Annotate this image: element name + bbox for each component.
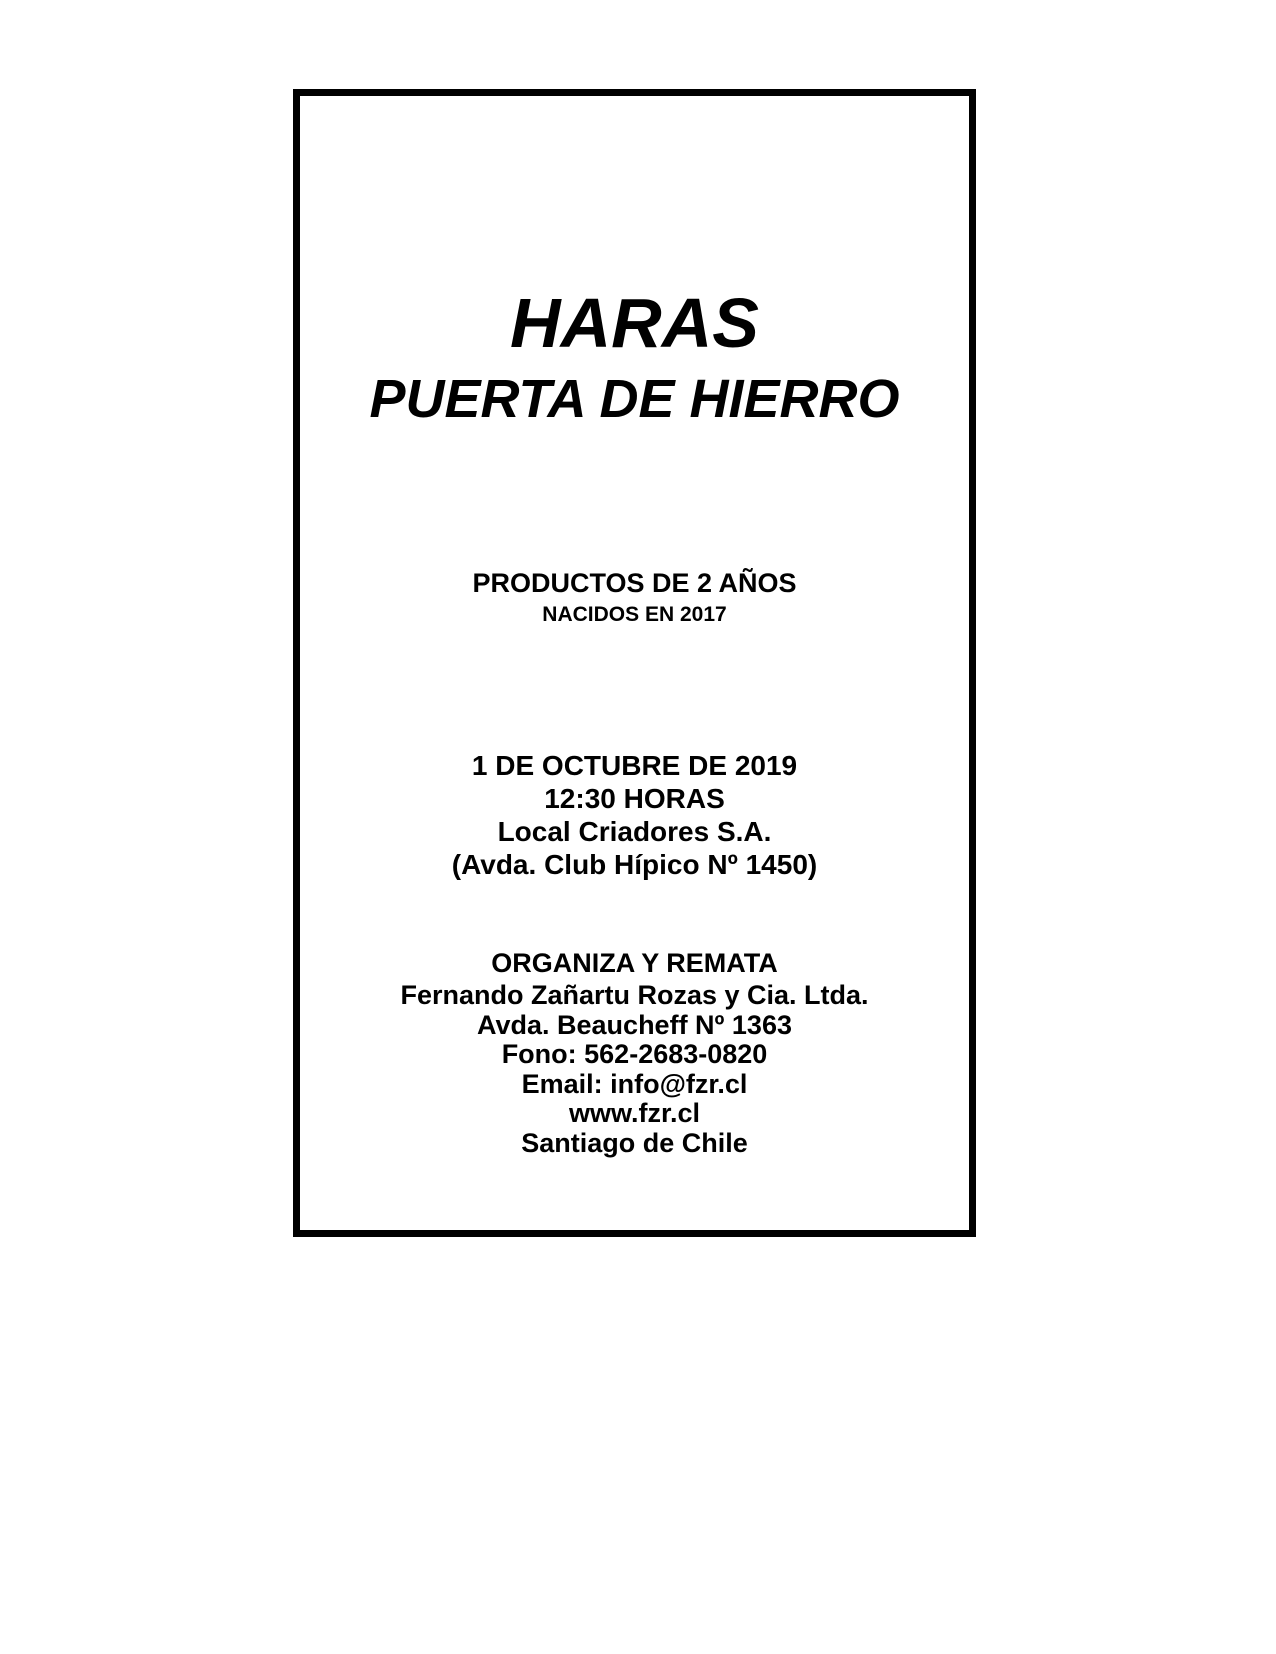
event-date: 1 DE OCTUBRE DE 2019 [471, 750, 798, 781]
organizer-details [293, 982, 976, 1159]
organizer-email: Email: info@fzr.cl [521, 1068, 748, 1099]
event-details [293, 752, 976, 884]
subtitle-products: PRODUCTOS DE 2 AÑOS [472, 568, 797, 598]
organizer-website: www.fzr.cl [568, 1098, 701, 1128]
organizer-phone: Fono: 562-2683-0820 [501, 1039, 768, 1069]
title-haras: HARAS [510, 284, 759, 362]
title-puerta-de-hierro: PUERTA DE HIERRO [369, 369, 900, 429]
organizer-address: Avda. Beaucheff Nº 1363 [477, 1009, 792, 1040]
organizer-heading: ORGANIZA Y REMATA [491, 948, 778, 978]
event-time: 12:30 HORAS [544, 783, 725, 814]
organizer-city: Santiago de Chile [521, 1127, 748, 1158]
event-venue: Local Criadores S.A. [497, 816, 772, 847]
organizer-name: Fernando Zañartu Rozas y Cia. Ltda. [400, 980, 869, 1010]
subtitle-born: NACIDOS EN 2017 [542, 603, 727, 626]
event-address: (Avda. Club Hípico Nº 1450) [451, 849, 818, 880]
